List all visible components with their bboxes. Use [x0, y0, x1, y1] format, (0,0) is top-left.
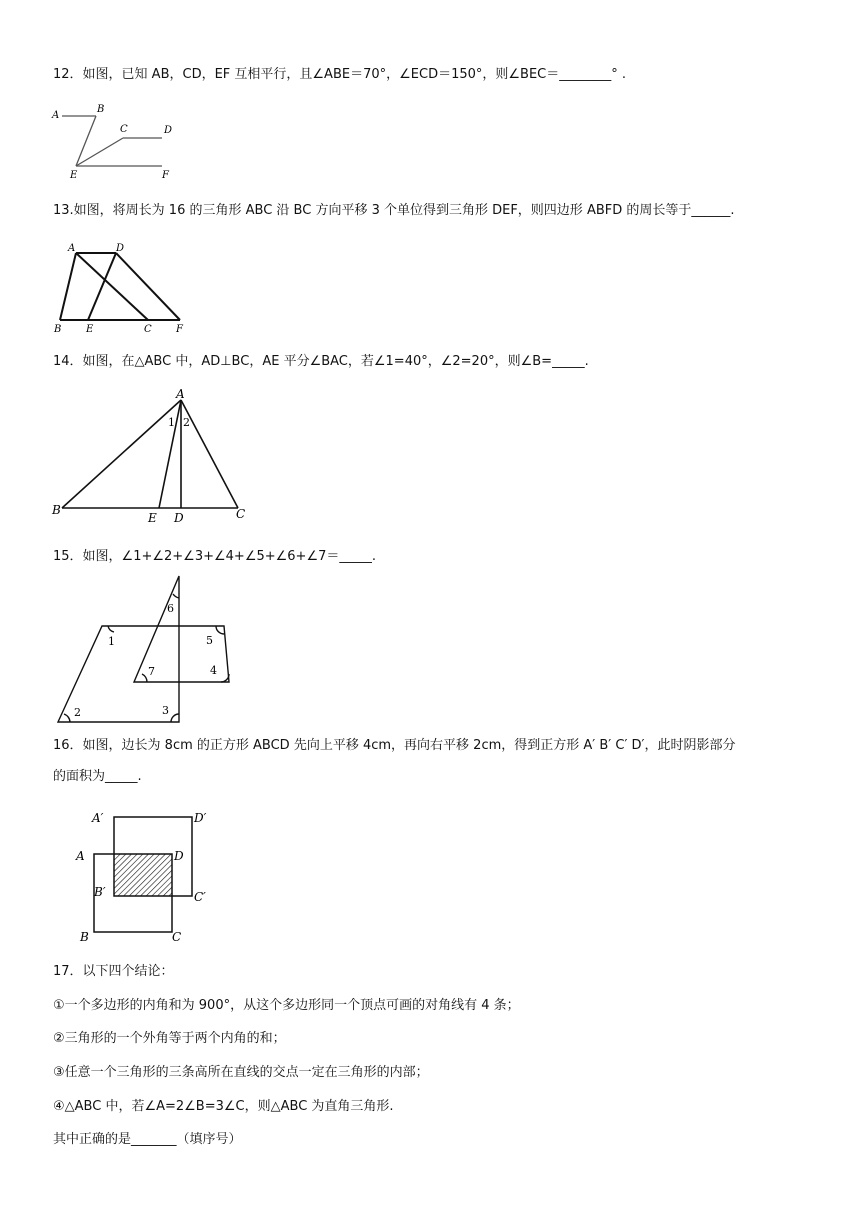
question-17-item-1: ①一个多边形的内角和为 900°，从这个多边形同一个顶点可画的对角线有 4 条； [53, 998, 520, 1013]
question-13-figure [50, 240, 200, 336]
label-E: E [86, 324, 94, 335]
question-12-text: 12．如图，已知 AB，CD，EF 互相平行，且∠ABE＝70°，∠ECD＝150°，则∠BEC＝________° . [53, 67, 627, 82]
label-D: D [116, 243, 125, 254]
angle-6-label: 6 [167, 602, 174, 615]
question-16-figure [72, 800, 222, 946]
angle-1-label: 1 [108, 635, 115, 648]
label-A: A [76, 849, 85, 863]
label-B-prime: B′ [94, 885, 106, 899]
label-A: A [68, 243, 76, 254]
question-16-line2: 的面积为_____. [53, 769, 142, 784]
label-C: C [120, 124, 128, 135]
question-17-item-2: ②三角形的一个外角等于两个内角的和； [53, 1031, 286, 1046]
label-B: B [54, 324, 62, 335]
angle-7-label: 7 [148, 665, 155, 678]
question-14-text: 14．如图，在△ABC 中，AD⊥BC，AE 平分∠BAC，若∠1=40°，∠2=20°，则∠B=_____. [53, 354, 589, 369]
angle-3-label: 3 [162, 704, 169, 717]
label-F: F [176, 324, 183, 335]
angle-2-label: 2 [74, 706, 81, 719]
label-D: D [174, 849, 184, 863]
label-C-prime: C′ [194, 890, 206, 904]
label-C: C [172, 930, 182, 944]
label-C: C [144, 324, 152, 335]
angle-2-label: 2 [183, 416, 190, 429]
question-15-text: 15．如图，∠1+∠2+∠3+∠4+∠5+∠6+∠7＝_____. [53, 549, 377, 564]
question-14-figure [50, 384, 260, 526]
shaded-region [114, 854, 172, 896]
label-F: F [162, 170, 169, 181]
question-17-answer: 其中正确的是_______（填序号） [53, 1132, 242, 1147]
label-B: B [52, 503, 61, 517]
label-E: E [70, 170, 78, 181]
label-D-prime: D′ [194, 811, 207, 825]
question-15-figure [50, 570, 240, 730]
question-17-item-4: ④△ABC 中，若∠A=2∠B=3∠C，则△ABC 为直角三角形. [53, 1099, 394, 1114]
label-A: A [52, 110, 60, 121]
angle-1-label: 1 [168, 416, 175, 429]
question-16-line1: 16．如图，边长为 8cm 的正方形 ABCD 先向上平移 4cm，再向右平移 2cm，得到正方形 A′ B′ C′ D′，此时阴影部分 [53, 738, 736, 753]
question-12-figure [50, 100, 180, 184]
label-A: A [176, 387, 185, 401]
question-17-intro: 17．以下四个结论： [53, 964, 174, 979]
label-E: E [148, 511, 157, 525]
label-B: B [97, 104, 105, 115]
label-C: C [236, 507, 246, 521]
label-D: D [164, 125, 173, 136]
question-13-text: 13.如图，将周长为 16 的三角形 ABC 沿 BC 方向平移 3 个单位得到三角形 DEF，则四边形 ABFD 的周长等于______. [53, 203, 735, 218]
label-A-prime: A′ [92, 811, 104, 825]
label-B: B [80, 930, 89, 944]
label-D: D [174, 511, 184, 525]
angle-4-label: 4 [210, 664, 217, 677]
question-17-item-3: ③任意一个三角形的三条高所在直线的交点一定在三角形的内部； [53, 1065, 429, 1080]
angle-5-label: 5 [206, 634, 213, 647]
